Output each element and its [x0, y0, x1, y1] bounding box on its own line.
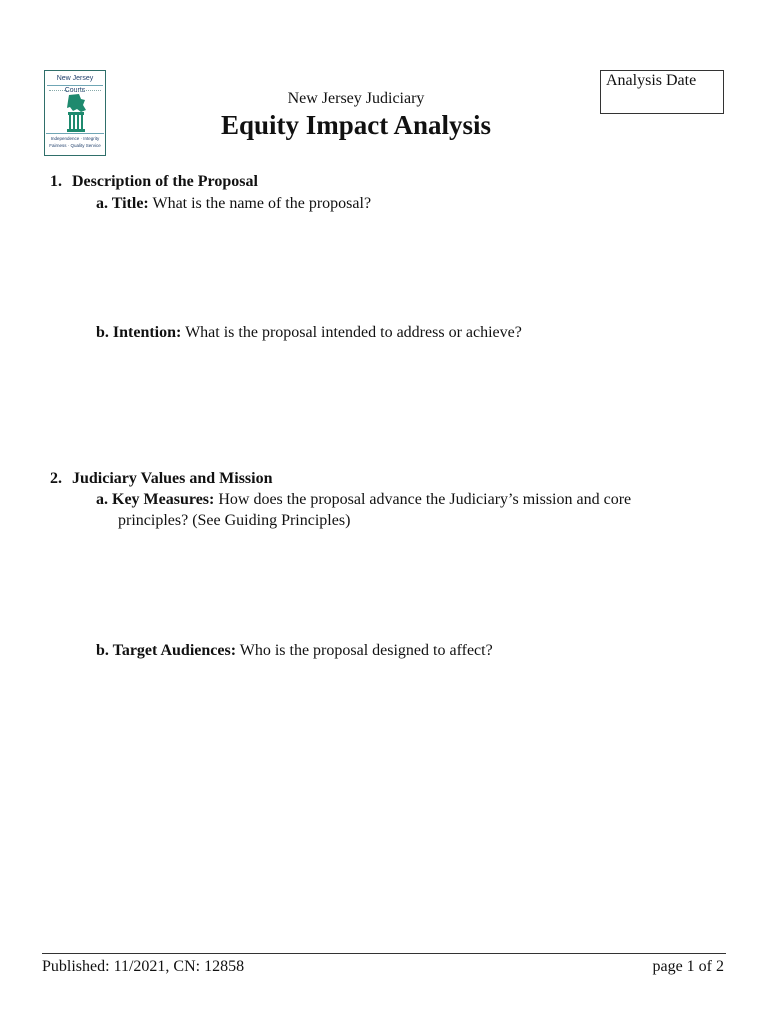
question-item: [96, 491, 631, 509]
question-label: a. Key Measures:: [96, 491, 215, 508]
page-number: page 1 of 2: [652, 958, 724, 975]
logo-top-text: New Jersey Courts: [47, 73, 103, 86]
section-number: 1.: [50, 173, 62, 190]
section-heading: [50, 470, 273, 488]
question-text: What is the proposal intended to address or achieve?: [181, 324, 522, 341]
question-label: b. Target Audiences:: [96, 642, 237, 659]
question-text-continuation: principles? (See Guiding Principles): [118, 512, 351, 529]
question-label: b. Intention:: [96, 324, 182, 341]
section-number: 2.: [50, 470, 62, 487]
page-title: Equity Impact Analysis: [220, 110, 492, 140]
question-label: a. Title:: [96, 195, 149, 212]
publication-info: Published: 11/2021, CN: 12858: [42, 958, 245, 975]
question-text: How does the proposal advance the Judiciary’s mission and core: [214, 491, 632, 508]
section-title: Judiciary Values and Mission: [72, 470, 273, 487]
question-text: What is the name of the proposal?: [148, 195, 372, 212]
logo-motto-line-1: Independence · Integrity: [50, 136, 100, 141]
footer-divider: [42, 953, 726, 954]
logo-motto-line-2: Fairness · Quality Service: [49, 143, 101, 148]
section-title: Description of the Proposal: [72, 173, 258, 190]
analysis-date-field[interactable]: Analysis Date: [600, 70, 724, 114]
question-item: [96, 642, 493, 660]
organization-name: New Jersey Judiciary: [287, 90, 425, 107]
question-text: Who is the proposal designed to affect?: [236, 642, 493, 659]
question-item: [96, 195, 371, 213]
section-heading: [50, 173, 258, 191]
question-item: [96, 324, 522, 342]
